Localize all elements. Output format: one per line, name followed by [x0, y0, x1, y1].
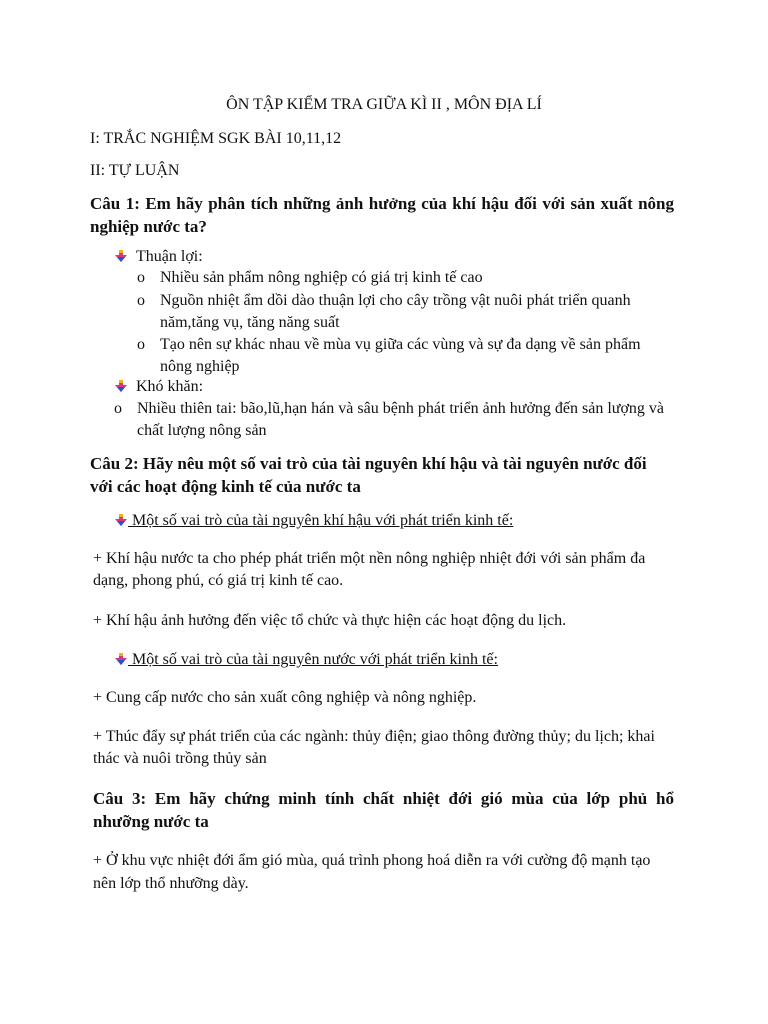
- advantage-item-2-line-2: năm,tăng vụ, tăng năng suất: [160, 314, 340, 331]
- question-3-paragraph-line-2: nên lớp thổ nhưỡng dày.: [93, 875, 249, 892]
- colored-arrow-bullet-icon: [114, 378, 128, 392]
- water-role-heading-text: Một số vai trò của tài nguyên nước với phát triển kinh tế:: [128, 651, 498, 668]
- sub-bullet-icon: o: [114, 400, 122, 417]
- difficulties-item: [114, 376, 203, 398]
- water-role-paragraph-1: + Cung cấp nước cho sản xuất công nghiệp và nông nghiệp.: [93, 689, 477, 706]
- question-2-line-2: với các hoạt động kinh tế của nước ta: [90, 477, 361, 496]
- difficulties-label: Khó khăn:: [136, 378, 204, 395]
- question-2-line-1: Câu 2: Hãy nêu một số vai trò của tài nguyên khí hậu và tài nguyên nước đối: [90, 454, 647, 473]
- climate-role-heading: [114, 510, 513, 532]
- advantages-label: Thuận lợi:: [136, 248, 203, 265]
- sub-bullet-icon: o: [137, 269, 145, 286]
- water-role-paragraph-2-line-1: + Thúc đẩy sự phát triển của các ngành: thủy điện; giao thông đường thủy; du lịch; khai: [93, 728, 655, 745]
- question-1-line-1: Câu 1: Em hãy phân tích những ảnh hưởng của khí hậu đối với sản xuất nông: [90, 194, 674, 213]
- climate-role-paragraph-1-line-2: dạng, phong phú, có giá trị kinh tế cao.: [93, 572, 344, 589]
- climate-role-paragraph-1-line-1: + Khí hậu nước ta cho phép phát triển một nền nông nghiệp nhiệt đới với sản phẩm đa: [93, 550, 646, 567]
- question-1-line-2: nghiệp nước ta?: [90, 217, 207, 236]
- sub-bullet-icon: o: [137, 336, 145, 353]
- question-3-line-1: Câu 3: Em hãy chứng minh tính chất nhiệt đới gió mùa của lớp phủ hổ: [93, 789, 674, 808]
- colored-arrow-bullet-icon: [114, 512, 128, 526]
- colored-arrow-bullet-icon: [114, 248, 128, 262]
- part-1-heading: I: TRẮC NGHIỆM SGK BÀI 10,11,12: [90, 130, 342, 147]
- difficulty-item-line-1: Nhiều thiên tai: bão,lũ,hạn hán và sâu bệnh phát triển ảnh hưởng đến sản lượng và: [137, 400, 665, 417]
- difficulty-item-line-2: chất lượng nông sản: [137, 422, 267, 439]
- climate-role-heading-text: Một số vai trò của tài nguyên khí hậu với phát triển kinh tế:: [128, 512, 514, 529]
- colored-arrow-bullet-icon: [114, 651, 128, 665]
- advantages-item: [114, 246, 203, 268]
- question-3-paragraph-line-1: + Ở khu vực nhiệt đới ẩm gió mùa, quá trình phong hoá diễn ra với cường độ mạnh tạo: [93, 852, 651, 869]
- advantage-item-3-line-2: nông nghiệp: [160, 358, 240, 375]
- question-3-line-2: nhưỡng nước ta: [93, 812, 209, 831]
- part-2-heading: II: TỰ LUẬN: [90, 162, 180, 179]
- advantage-item-1: Nhiều sản phẩm nông nghiệp có giá trị kinh tế cao: [160, 269, 483, 286]
- advantage-item-3-line-1: Tạo nên sự khác nhau về mùa vụ giữa các vùng và sự đa dạng về sản phẩm: [160, 336, 641, 353]
- water-role-paragraph-2-line-2: thác và nuôi trồng thủy sản: [93, 750, 267, 767]
- advantage-item-2-line-1: Nguồn nhiệt ẩm dồi dào thuận lợi cho cây trồng vật nuôi phát triển quanh: [160, 292, 631, 309]
- climate-role-paragraph-2: + Khí hậu ảnh hưởng đến việc tổ chức và thực hiện các hoạt động du lịch.: [93, 612, 567, 629]
- water-role-heading: [114, 649, 498, 671]
- sub-bullet-icon: o: [137, 292, 145, 309]
- document-title: ÔN TẬP KIỂM TRA GIỮA KÌ II , MÔN ĐỊA LÍ: [226, 96, 542, 113]
